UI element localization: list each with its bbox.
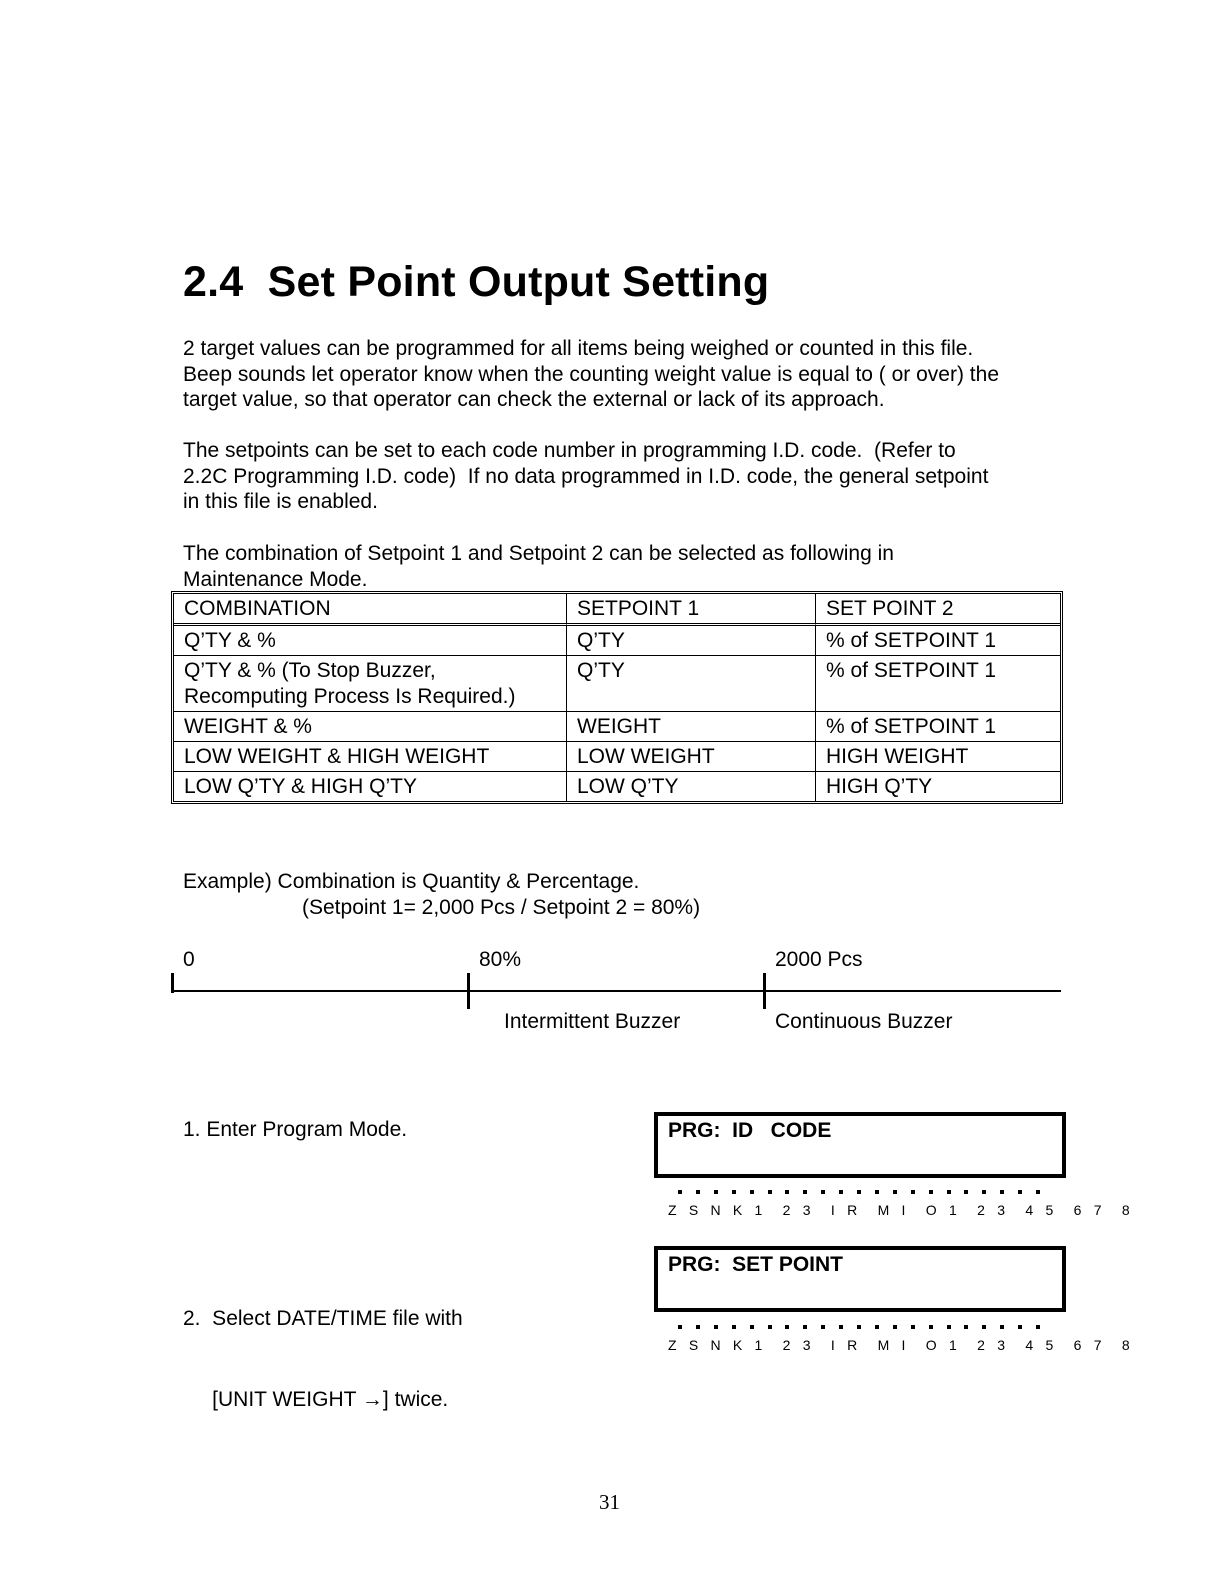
paragraph-line: The setpoints can be set to each code number in programming I.D. code. (Refer to <box>183 439 956 462</box>
paragraph-line: Beep sounds let operator know when the counting weight value is equal to ( or over) the <box>183 362 999 386</box>
table-cell: WEIGHT <box>566 712 815 742</box>
lcd-display-text: PRG: ID CODE <box>668 1119 832 1142</box>
table-cell: LOW WEIGHT <box>566 742 815 772</box>
example-line: Example) Combination is Quantity & Percentage. <box>183 870 640 893</box>
annunciator-dot <box>785 1325 789 1329</box>
annunciator-dot <box>714 1190 718 1194</box>
annunciator-dot <box>893 1325 897 1329</box>
annunciator-dot <box>714 1325 718 1329</box>
table-row <box>174 626 1060 656</box>
annunciator-dot <box>929 1190 933 1194</box>
annunciator-dot <box>839 1190 843 1194</box>
scale-tick-80 <box>467 973 470 1009</box>
table-cell: Q’TY <box>566 626 815 656</box>
step-2-line: [UNIT WEIGHT →] twice. <box>183 1388 449 1411</box>
step-1-text: 1. Enter Program Mode. <box>183 1118 408 1141</box>
table-cell: WEIGHT & % <box>174 712 566 742</box>
annunciator-dot <box>768 1325 772 1329</box>
zone-intermittent-buzzer: Intermittent Buzzer <box>504 1010 681 1033</box>
annunciator-dot <box>857 1190 861 1194</box>
step-2-text <box>183 1251 463 1440</box>
table-cell: Q’TY <box>566 656 815 712</box>
annunciator-dot <box>821 1190 825 1194</box>
annunciator-dot <box>1000 1325 1004 1329</box>
annunciator-dot <box>982 1190 986 1194</box>
annunciator-dots <box>668 1190 1048 1198</box>
combination-table <box>171 591 1063 804</box>
annunciator-dot <box>696 1190 700 1194</box>
scale-axis-line <box>171 990 1061 992</box>
table-cell: Q’TY & % (To Stop Buzzer, Recomputing Process Is Required.) <box>174 656 566 712</box>
annunciator-dot <box>875 1325 879 1329</box>
table-row <box>174 772 1060 801</box>
annunciator-row <box>668 1190 1134 1220</box>
scale-label-zero: 0 <box>183 948 195 971</box>
annunciator-dot <box>1018 1325 1022 1329</box>
table-row <box>174 712 1060 742</box>
table-row <box>174 656 1060 712</box>
annunciator-dot <box>1000 1190 1004 1194</box>
table-cell: % of SETPOINT 1 <box>815 712 1060 742</box>
table-cell: HIGH Q’TY <box>815 772 1060 801</box>
annunciator-dot <box>911 1190 915 1194</box>
annunciator-dot <box>1036 1190 1040 1194</box>
scale-label-2000: 2000 Pcs <box>775 948 863 971</box>
annunciator-dot <box>893 1190 897 1194</box>
combination-paragraph <box>183 541 894 592</box>
annunciator-dot <box>803 1325 807 1329</box>
example-setpoints: (Setpoint 1= 2,000 Pcs / Setpoint 2 = 80%) <box>302 896 701 919</box>
section-heading: 2.4 Set Point Output Setting <box>183 258 770 306</box>
annunciator-dot <box>732 1190 736 1194</box>
annunciator-dot <box>911 1325 915 1329</box>
paragraph-line: target value, so that operator can check the external or lack of its approach. <box>183 388 885 411</box>
annunciator-dot <box>875 1190 879 1194</box>
annunciator-dot <box>1018 1190 1022 1194</box>
setpoint-paragraph <box>183 438 988 515</box>
table-cell: HIGH WEIGHT <box>815 742 1060 772</box>
table-cell: % of SETPOINT 1 <box>815 626 1060 656</box>
annunciator-dot <box>1036 1325 1040 1329</box>
table-cell: LOW Q’TY & HIGH Q’TY <box>184 775 417 798</box>
lcd-display-text: PRG: SET POINT <box>668 1253 844 1276</box>
table-header-cell: SETPOINT 1 <box>566 594 815 626</box>
paragraph-line: 2 target values can be programmed for all items being weighed or counted in this file. <box>183 337 974 360</box>
annunciator-dot <box>750 1325 754 1329</box>
annunciator-dot <box>947 1325 951 1329</box>
zone-continuous-buzzer: Continuous Buzzer <box>775 1010 953 1033</box>
annunciator-dot <box>750 1190 754 1194</box>
table-cell: LOW Q’TY <box>566 772 815 801</box>
paragraph-line: 2.2C Programming I.D. code) If no data programmed in I.D. code, the general setpoint <box>183 464 989 488</box>
lcd-display <box>654 1246 1066 1312</box>
annunciator-dot <box>803 1190 807 1194</box>
intro-paragraph <box>183 336 999 413</box>
annunciator-dot <box>982 1325 986 1329</box>
annunciator-legend: Z S N K 1 2 3 I R M I O 1 2 3 4 5 6 7 8 <box>668 1337 1134 1353</box>
scale-label-80: 80% <box>479 948 522 971</box>
scale-tick-2000 <box>763 973 766 1009</box>
paragraph-line: The combination of Setpoint 1 and Setpoint 2 can be selected as following in <box>183 542 894 565</box>
table-row <box>174 742 1060 772</box>
annunciator-dots <box>668 1325 1048 1333</box>
table-cell: Q’TY & % <box>174 626 566 656</box>
annunciator-dot <box>964 1325 968 1329</box>
paragraph-line: Maintenance Mode. <box>183 567 368 591</box>
annunciator-dot <box>678 1190 682 1194</box>
table-header-row <box>174 594 1060 626</box>
annunciator-dot <box>947 1190 951 1194</box>
table-cell: LOW WEIGHT & HIGH WEIGHT <box>174 742 566 772</box>
table-header-cell: SET POINT 2 <box>815 594 1060 626</box>
paragraph-line: in this file is enabled. <box>183 490 378 513</box>
annunciator-dot <box>768 1190 772 1194</box>
annunciator-dot <box>964 1190 968 1194</box>
annunciator-dot <box>929 1325 933 1329</box>
page-number: 31 <box>599 1490 620 1514</box>
annunciator-dot <box>678 1325 682 1329</box>
annunciator-row <box>668 1325 1134 1355</box>
annunciator-dot <box>785 1190 789 1194</box>
annunciator-legend: Z S N K 1 2 3 I R M I O 1 2 3 4 5 6 7 8 <box>668 1202 1134 1218</box>
step-2-line: 2. Select DATE/TIME file with <box>183 1307 463 1330</box>
annunciator-dot <box>857 1325 861 1329</box>
annunciator-dot <box>821 1325 825 1329</box>
annunciator-dot <box>732 1325 736 1329</box>
annunciator-dot <box>839 1325 843 1329</box>
table-header-cell: COMBINATION <box>174 594 566 626</box>
table-cell: % of SETPOINT 1 <box>815 656 1060 712</box>
lcd-display <box>654 1112 1066 1178</box>
annunciator-dot <box>696 1325 700 1329</box>
